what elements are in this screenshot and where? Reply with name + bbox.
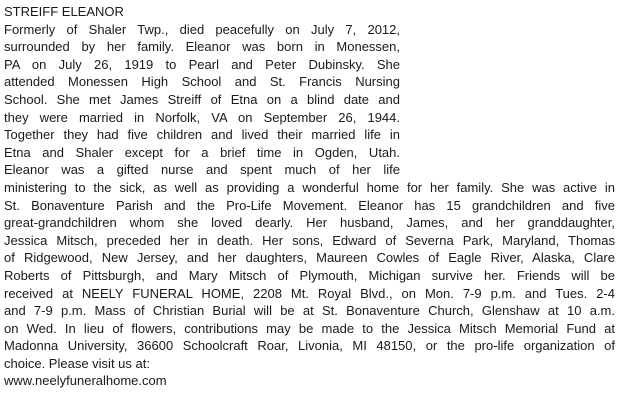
obituary-text-line: Roberts of Pittsburgh, and Mary Mitsch of Plymouth, Michigan survive her. Friends will be <box>4 267 615 283</box>
obituary-text-line: of Ridgewood, New Jersey, and her daughters, Maureen Cowles of Eagle River, Alaska, Clare <box>4 250 615 266</box>
obituary-title: STREIFF ELEANOR <box>4 4 124 19</box>
obituary-text-line: Eleanor was a gifted nurse and spent much of her life <box>4 162 400 178</box>
obituary-text-line: choice. Please visit us at: <box>4 355 150 371</box>
obituary-text-line: Formerly of Shaler Twp., died peacefully on July 7, 2012, <box>4 21 400 37</box>
obituary-text-line: on Wed. In lieu of flowers, contributions may be made to the Jessica Mitsch Memorial Fund at <box>4 320 615 336</box>
obituary-text-line: Etna and Shaler except for a brief time in Ogden, Utah. <box>4 144 400 160</box>
obituary-text-line: Madonna University, 36600 Schoolcraft Roar, Livonia, MI 48150, or the pro-life organization of <box>4 338 615 354</box>
obituary-text-line: School. She met James Streiff of Etna on a blind date and <box>4 91 400 107</box>
obituary-text-line: attended Monessen High School and St. Francis Nursing <box>4 74 400 90</box>
obituary-text-line: received at NEELY FUNERAL HOME, 2208 Mt. Royal Blvd., on Mon. 7-9 p.m. and Tues. 2-4 <box>4 285 615 301</box>
obituary-text-line: Together they had five children and lived their married life in <box>4 127 400 143</box>
obituary-text-line: ministering to the sick, as well as providing a wonderful home for her family. She was active in <box>4 179 615 195</box>
obituary-text-line: surrounded by her family. Eleanor was born in Monessen, <box>4 39 400 55</box>
obituary-text-line: they were married in Norfolk, VA on September 26, 1944. <box>4 109 400 125</box>
funeral-home-url[interactable]: www.neelyfuneralhome.com <box>4 373 167 389</box>
obituary-text-line: and 7-9 p.m. Mass of Christian Burial will be at St. Bonaventure Church, Glenshaw at 10 a.m. <box>4 303 615 319</box>
obituary-text-line: St. Bonaventure Parish and the Pro-Life Movement. Eleanor has 15 grandchildren and five <box>4 197 615 213</box>
obituary-text-line: PA on July 26, 1919 to Pearl and Peter Dubinsky. She <box>4 56 400 72</box>
obituary-notice <box>4 3 622 390</box>
obituary-text-line: great-grandchildren whom she loved dearly. Her husband, James, and her granddaughter, <box>4 215 615 231</box>
obituary-text-line: Jessica Mitsch, preceded her in death. Her sons, Edward of Severna Park, Maryland, Thomas <box>4 232 615 248</box>
